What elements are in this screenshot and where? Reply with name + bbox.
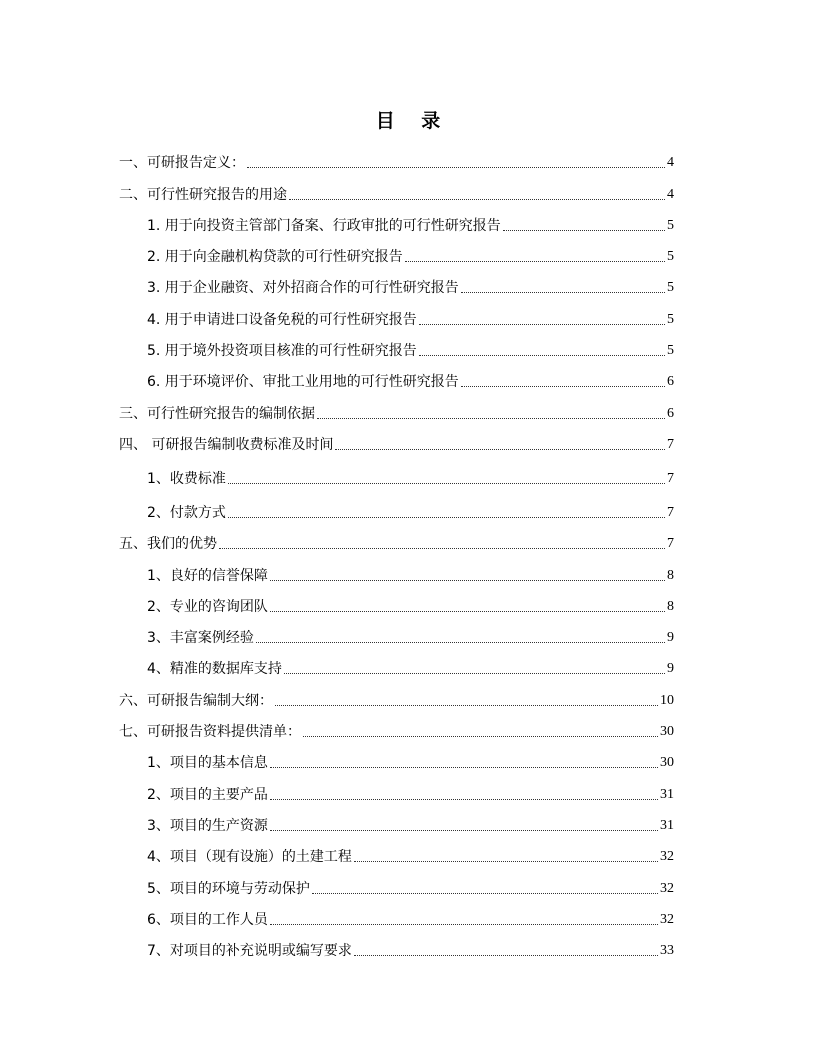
toc-entry-text: 1、良好的信誉保障 — [147, 567, 268, 584]
toc-dot-leader — [270, 767, 658, 768]
toc-page-number: 32 — [660, 849, 674, 865]
toc-entry-text: 5、项目的环境与劳动保护 — [147, 880, 310, 897]
toc-page-number: 30 — [660, 724, 674, 740]
toc-entry-text: 七、可研报告资料提供清单： — [119, 724, 301, 741]
toc-entry-text: 7、对项目的补充说明或编写要求 — [147, 943, 352, 960]
toc-dot-leader — [503, 230, 665, 231]
toc-page-number: 4 — [667, 186, 674, 202]
toc-entry-text: 2、专业的咨询团队 — [147, 598, 268, 615]
toc-entry[interactable] — [119, 456, 674, 490]
toc-entry[interactable] — [119, 393, 674, 424]
toc-entry-text: 4、精准的数据库支持 — [147, 661, 282, 678]
toc-entry[interactable] — [119, 268, 674, 299]
toc-entry[interactable] — [119, 837, 674, 868]
toc-entry-text: 6、项目的工作人员 — [147, 911, 268, 928]
toc-page-number: 5 — [667, 311, 674, 327]
toc-page-number: 9 — [667, 661, 674, 677]
toc-entry[interactable] — [119, 680, 674, 711]
toc-entry-text: 3、丰富案例经验 — [147, 630, 254, 647]
toc-entry-text: 1、项目的基本信息 — [147, 755, 268, 772]
toc-dot-leader — [461, 386, 665, 387]
toc-dot-leader — [354, 861, 658, 862]
toc-entry[interactable] — [119, 618, 674, 649]
toc-page-number: 7 — [667, 470, 674, 486]
toc-entry[interactable] — [119, 587, 674, 618]
toc-dot-leader — [317, 418, 665, 419]
toc-entry[interactable] — [119, 206, 674, 237]
toc-dot-leader — [270, 580, 665, 581]
toc-dot-leader — [284, 673, 665, 674]
toc-dot-leader — [247, 167, 665, 168]
toc-entry[interactable] — [119, 555, 674, 586]
toc-entry[interactable] — [119, 331, 674, 362]
toc-entry[interactable] — [119, 774, 674, 805]
toc-entry[interactable] — [119, 868, 674, 899]
toc-page-number: 6 — [667, 374, 674, 390]
toc-entry-text: 4. 用于申请进口设备免税的可行性研究报告 — [147, 311, 417, 328]
toc-dot-leader — [275, 705, 658, 706]
toc-entry-text: 一、可研报告定义： — [119, 155, 245, 172]
toc-entry[interactable] — [119, 237, 674, 268]
toc-entry-text: 5. 用于境外投资项目核准的可行性研究报告 — [147, 343, 417, 360]
toc-entry[interactable] — [119, 806, 674, 837]
toc-dot-leader — [289, 199, 665, 200]
toc-entry[interactable] — [119, 743, 674, 774]
toc-page-number: 5 — [667, 343, 674, 359]
toc-page-number: 6 — [667, 405, 674, 421]
toc-dot-leader — [419, 324, 665, 325]
toc-page-number: 10 — [660, 692, 674, 708]
toc-entry[interactable] — [119, 174, 674, 205]
toc-entry[interactable] — [119, 143, 674, 174]
toc-page-number: 8 — [667, 598, 674, 614]
toc-dot-leader — [461, 292, 665, 293]
toc-entry-text: 六、可研报告编制大纲： — [119, 692, 273, 709]
toc-entry[interactable] — [119, 712, 674, 743]
toc-page-number: 30 — [660, 755, 674, 771]
toc-dot-leader — [270, 799, 658, 800]
toc-entry-text: 1. 用于向投资主管部门备案、行政审批的可行性研究报告 — [147, 217, 501, 234]
table-of-contents — [119, 143, 674, 962]
toc-entry-text: 2. 用于向金融机构贷款的可行性研究报告 — [147, 249, 403, 266]
toc-entry[interactable] — [119, 425, 674, 456]
toc-entry-text: 五、我们的优势 — [119, 536, 217, 553]
toc-dot-leader — [256, 642, 665, 643]
toc-entry[interactable] — [119, 490, 674, 524]
toc-page-number: 7 — [667, 536, 674, 552]
toc-page-number: 5 — [667, 249, 674, 265]
toc-page-number: 4 — [667, 155, 674, 171]
toc-entry-text: 4、项目（现有设施）的土建工程 — [147, 849, 352, 866]
toc-page-number: 31 — [660, 817, 674, 833]
toc-page-number: 5 — [667, 280, 674, 296]
toc-dot-leader — [270, 611, 665, 612]
toc-dot-leader — [303, 736, 658, 737]
toc-dot-leader — [405, 261, 665, 262]
toc-dot-leader — [219, 548, 665, 549]
toc-entry[interactable] — [119, 649, 674, 680]
toc-entry-text: 1、收费标准 — [147, 470, 226, 487]
toc-entry-text: 3、项目的生产资源 — [147, 817, 268, 834]
toc-entry-text: 二、可行性研究报告的用途 — [119, 186, 287, 203]
page-title: 目 录 — [375, 110, 451, 132]
toc-page-number: 33 — [660, 943, 674, 959]
toc-entry-text: 2、付款方式 — [147, 504, 226, 521]
toc-page-number: 32 — [660, 911, 674, 927]
toc-entry-text: 2、项目的主要产品 — [147, 786, 268, 803]
toc-entry[interactable] — [119, 900, 674, 931]
toc-dot-leader — [335, 449, 665, 450]
toc-dot-leader — [228, 483, 665, 484]
toc-entry[interactable] — [119, 299, 674, 330]
toc-page-number: 8 — [667, 567, 674, 583]
toc-dot-leader — [354, 955, 658, 956]
toc-entry-text: 三、可行性研究报告的编制依据 — [119, 405, 315, 422]
toc-dot-leader — [270, 924, 658, 925]
toc-page-number: 5 — [667, 217, 674, 233]
toc-entry[interactable] — [119, 931, 674, 962]
toc-page-number: 7 — [667, 436, 674, 452]
toc-entry-text: 四、 可研报告编制收费标准及时间 — [119, 436, 334, 453]
toc-entry-text: 3. 用于企业融资、对外招商合作的可行性研究报告 — [147, 280, 459, 297]
toc-dot-leader — [419, 355, 665, 356]
toc-page-number: 7 — [667, 504, 674, 520]
toc-entry-text: 6. 用于环境评价、审批工业用地的可行性研究报告 — [147, 374, 459, 391]
toc-dot-leader — [312, 893, 658, 894]
toc-page-number: 31 — [660, 786, 674, 802]
toc-page-number: 9 — [667, 630, 674, 646]
toc-dot-leader — [270, 830, 658, 831]
toc-entry[interactable] — [119, 362, 674, 393]
toc-entry[interactable] — [119, 524, 674, 555]
toc-page-number: 32 — [660, 880, 674, 896]
toc-dot-leader — [228, 517, 665, 518]
